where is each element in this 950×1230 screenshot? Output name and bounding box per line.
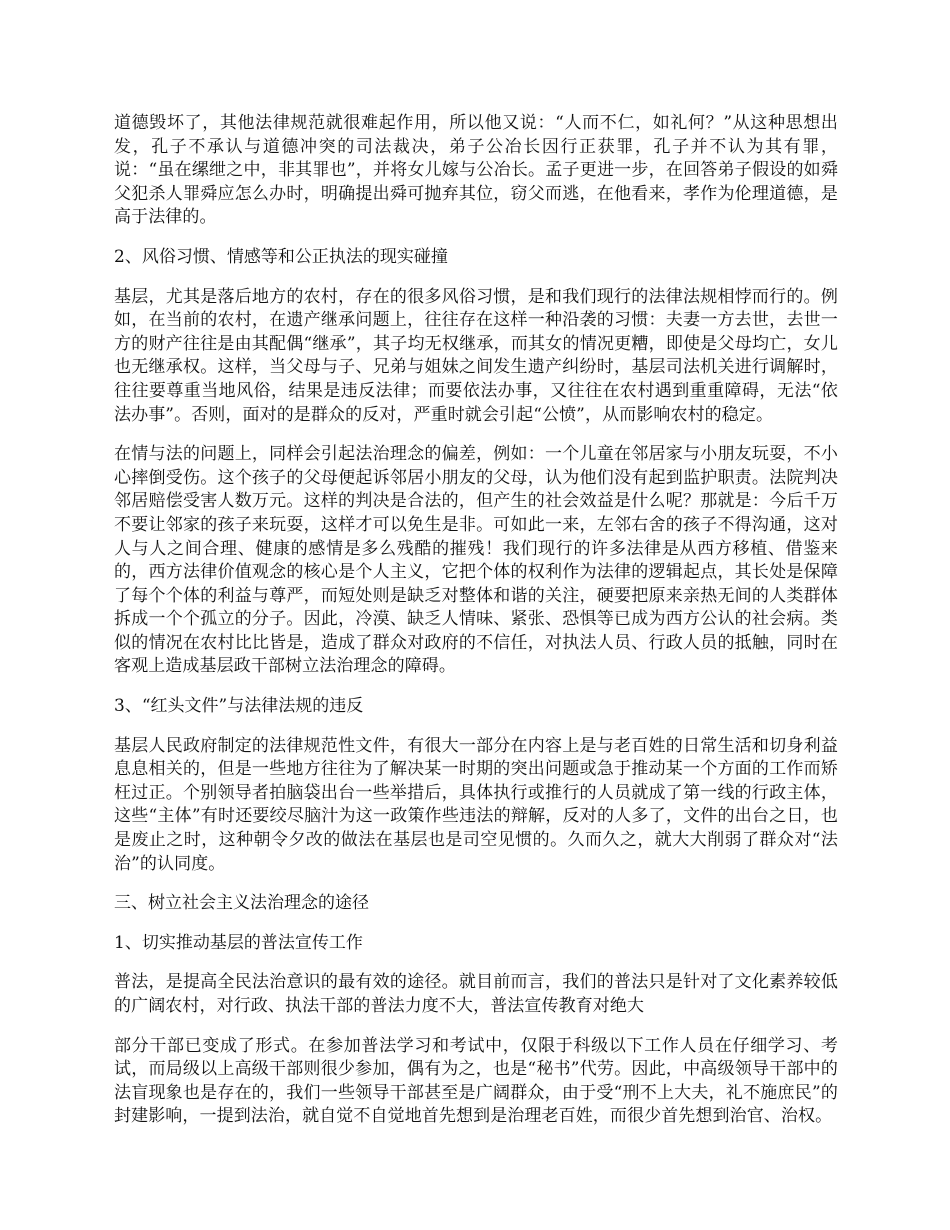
heading-section-three: 三、树立社会主义法治理念的途径 (114, 893, 369, 914)
heading-red-header-documents: 3、“红头文件”与法律法规的违反 (114, 696, 364, 717)
paragraph-legal-publicity-intro: 普法，是提高全民法治意识的最有效的途径。就目前而言，我们的普法只是针对了文化素养较低的广阔农村，对行政、执法干部的普法力度不大，普法宣传教育对绝大 (114, 972, 838, 1016)
paragraph-rural-customs: 基层，尤其是落后地方的农村，存在的很多风俗习惯，是和我们现行的法律法规相悖而行的。例如，在当前的农村，在遗产继承问题上，往往存在这样一种沿袭的习惯：夫妻一方去世，去世一方的财产往往是由其配偶“继承”，其子均无权继承，而其女的情况更糟，即使是父母均亡，女儿也无继承权。这样，当父母与子、兄弟与姐妹之间发生遗产纠纷时，基层司法机关进行调解时，往往要尊重当地风俗，结果是违反法律；而要依法办事，又往往在农村遇到重重障碍，无法“依法办事”。否则，面对的是群众的反对，严重时就会引起“公愤”，从而影响农村的稳定。 (114, 286, 838, 425)
paragraph-morality-and-law: 道德毁坏了，其他法律规范就很难起作用，所以他又说：“人而不仁，如礼何？”从这种思想出发，孔子不承认与道德冲突的司法裁决，弟子公冶长因行正获罪，孔子并不认为其有罪，说：“虽在缧绁之中，非其罪也”，并将女儿嫁与公冶长。孟子更进一步，在回答弟子假设的如舜父犯杀人罪舜应怎么办时，明确提出舜可抛弃其位，窃父而逃，在他看来，孝作为伦理道德，是高于法律的。 (114, 113, 838, 228)
heading-legal-publicity: 1、切实推动基层的普法宣传工作 (114, 932, 363, 953)
paragraph-emotion-and-law: 在情与法的问题上，同样会引起法治理念的偏差，例如：一个儿童在邻居家与小朋友玩耍，不小心摔倒受伤。这个孩子的父母便起诉邻居小朋友的父母，认为他们没有起到监护职责。法院判决邻居赔偿受害人数万元。这样的判决是合法的，但产生的社会效益是什么呢？那就是：今后千万不要让邻家的孩子来玩耍，这样才可以免生是非。可如此一来，左邻右舍的孩子不得沟通，这对人与人之间合理、健康的感情是多么残酷的摧残！我们现行的许多法律是从西方移植、借鉴来的，西方法律价值观念的核心是个人主义，它把个体的权利作为法律的逻辑起点，其长处是保障了每个个体的利益与尊严，而短处则是缺乏对整体和谐的关注，硬要把原来亲热无间的人类群体拆成一个个孤立的分子。因此，冷漠、缺乏人情味、紧张、恐惧等已成为西方公认的社会病。类似的情况在农村比比皆是，造成了群众对政府的不信任，对执法人员、行政人员的抵触，同时在客观上造成基层政干部树立法治理念的障碍。 (114, 444, 838, 677)
paragraph-legal-publicity-cadres: 部分干部已变成了形式。在参加普法学习和考试中，仅限于科级以下工作人员在仔细学习、考试，而局级以上高级干部则很少参加，偶有为之，也是“秘书”代劳。因此，中高级领导干部中的法盲现象也是存在的，我们一些领导干部甚至是广阔群众，由于受“刑不上大夫，礼不施庶民”的封建影响，一提到法治，就自觉不自觉地首先想到是治理老百姓，而很少首先想到治官、治权。 (114, 1035, 838, 1127)
paragraph-normative-documents: 基层人民政府制定的法律规范性文件，有很大一部分在内容上是与老百姓的日常生活和切身利益息息相关的，但是一些地方往往为了解决某一时期的突出问题或急于推动某一个方面的工作而矫枉过正。个别领导者拍脑袋出台一些举措后，具体执行或推行的人员就成了第一线的行政主体，这些“主体”有时还要绞尽脑汁为这一政策作些违法的辩解，反对的人多了，文件的出台之日，也是废止之时，这种朝令夕改的做法在基层也是司空见惯的。久而久之，就大大削弱了群众对“法治”的认同度。 (114, 735, 838, 874)
heading-customs-vs-justice: 2、风俗习惯、情感等和公正执法的现实碰撞 (114, 246, 448, 267)
document-page (114, 112, 838, 1145)
